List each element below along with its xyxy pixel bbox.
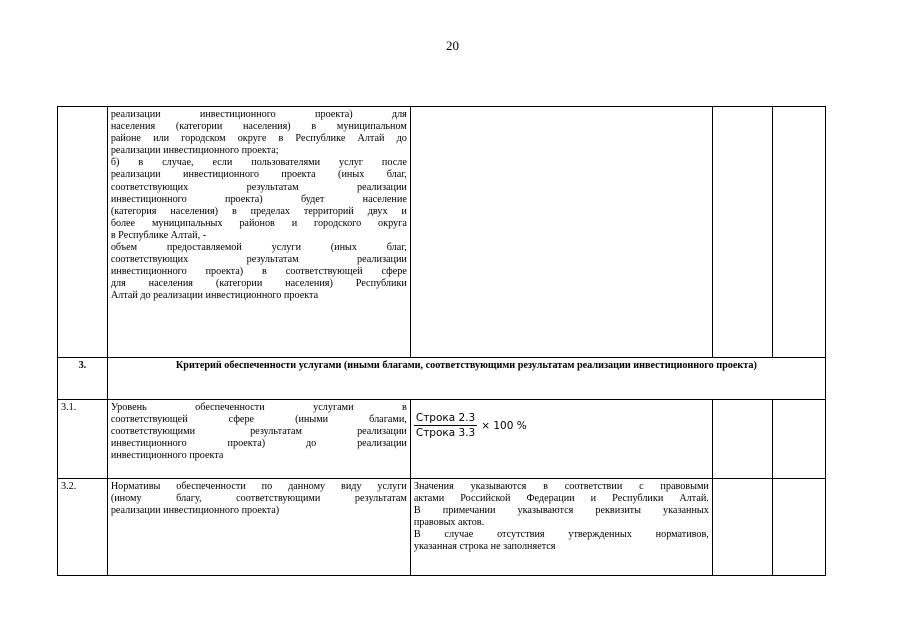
formula-denominator: Строка 3.3 xyxy=(415,427,476,440)
formula-multiplier: × 100 % xyxy=(481,419,527,432)
text-line: В примечании указываются реквизиты указанных xyxy=(413,505,709,517)
text-line: Значения указываются в соответствии с правовыми xyxy=(413,481,709,492)
text-line: соответствующих результатам реализации xyxy=(110,254,407,266)
criterion-lines xyxy=(111,109,407,303)
value-cell xyxy=(712,107,772,358)
text-line: Уровень обеспеченности услугами в xyxy=(110,402,407,413)
table-row xyxy=(58,400,826,479)
value-cell xyxy=(712,400,772,479)
text-line: реализации инвестиционного проекта) для xyxy=(110,109,407,120)
criterion-lines xyxy=(111,481,407,517)
note-cell xyxy=(773,107,826,358)
formula-numerator: Строка 2.3 xyxy=(414,412,477,426)
text-line: Нормативы обеспеченности по данному виду услуги xyxy=(110,481,407,492)
text-line: б) в случае, если пользователями услуг после xyxy=(110,157,407,169)
text-line: объем предоставляемой услуги (иных благ, xyxy=(110,242,407,254)
row-number-cell xyxy=(58,107,108,358)
note-cell xyxy=(773,400,826,479)
criteria-table xyxy=(57,106,826,576)
formula xyxy=(414,412,527,439)
fraction xyxy=(414,412,477,439)
value-cell xyxy=(712,479,772,576)
row-number-cell: 3.1. xyxy=(58,400,108,479)
section-title: Критерий обеспеченности услугами (иными благами, соответствующими результатам реализации инвестиционного проекта) xyxy=(107,358,825,400)
calculation-cell xyxy=(410,400,712,479)
text-line: соответствующих результатам реализации xyxy=(110,181,407,193)
text-line: реализации инвестиционного проекта; xyxy=(110,145,279,157)
note-cell xyxy=(773,479,826,576)
text-line: инвестиционного проекта) будет население xyxy=(110,193,407,205)
row-number-cell: 3.2. xyxy=(58,479,108,576)
text-line: в Республике Алтай, - xyxy=(110,229,207,241)
calculation-lines xyxy=(414,481,709,554)
text-line: для населения (категории населения) Республики xyxy=(110,278,407,290)
calculation-cell xyxy=(410,107,712,358)
text-line: более муниципальных районов и городского округа xyxy=(110,217,407,229)
text-line: правовых актов. xyxy=(413,517,485,529)
text-line: реализации инвестиционного проекта (иных благ, xyxy=(110,169,407,181)
text-line: (категория населения) в пределах территорий двух и xyxy=(110,205,407,217)
text-line: соответствующими результатам реализации xyxy=(110,426,407,438)
section-number: 3. xyxy=(58,358,108,400)
calculation-cell xyxy=(410,479,712,576)
text-line: актами Российской Федерации и Республики Алтай. xyxy=(413,493,709,505)
text-line: инвестиционного проекта) до реализации xyxy=(110,438,407,450)
text-line: В случае отсутствия утвержденных нормативов, xyxy=(413,529,709,541)
text-line: районе или городском округе в Республике Алтай до xyxy=(110,133,407,145)
criterion-cell xyxy=(107,107,410,358)
text-line: соответствующей сфере (иными благами, xyxy=(110,414,407,426)
page-number: 20 xyxy=(446,38,459,53)
text-line: инвестиционного проекта xyxy=(110,450,224,462)
text-line: Алтай до реализации инвестиционного проекта xyxy=(110,290,319,302)
text-line: (иному благу, соответствующими результатам xyxy=(110,493,407,505)
section-header-row xyxy=(58,358,826,400)
criterion-cell xyxy=(107,400,410,479)
text-line: реализации инвестиционного проекта) xyxy=(110,505,280,517)
table-row xyxy=(58,479,826,576)
criterion-cell xyxy=(107,479,410,576)
table-row xyxy=(58,107,826,358)
text-line: населения (категории населения) в муниципальном xyxy=(110,121,407,133)
criterion-lines xyxy=(111,402,407,462)
text-line: указанная строка не заполняется xyxy=(413,541,556,553)
text-line: инвестиционного проекта) в соответствующей сфере xyxy=(110,266,407,278)
